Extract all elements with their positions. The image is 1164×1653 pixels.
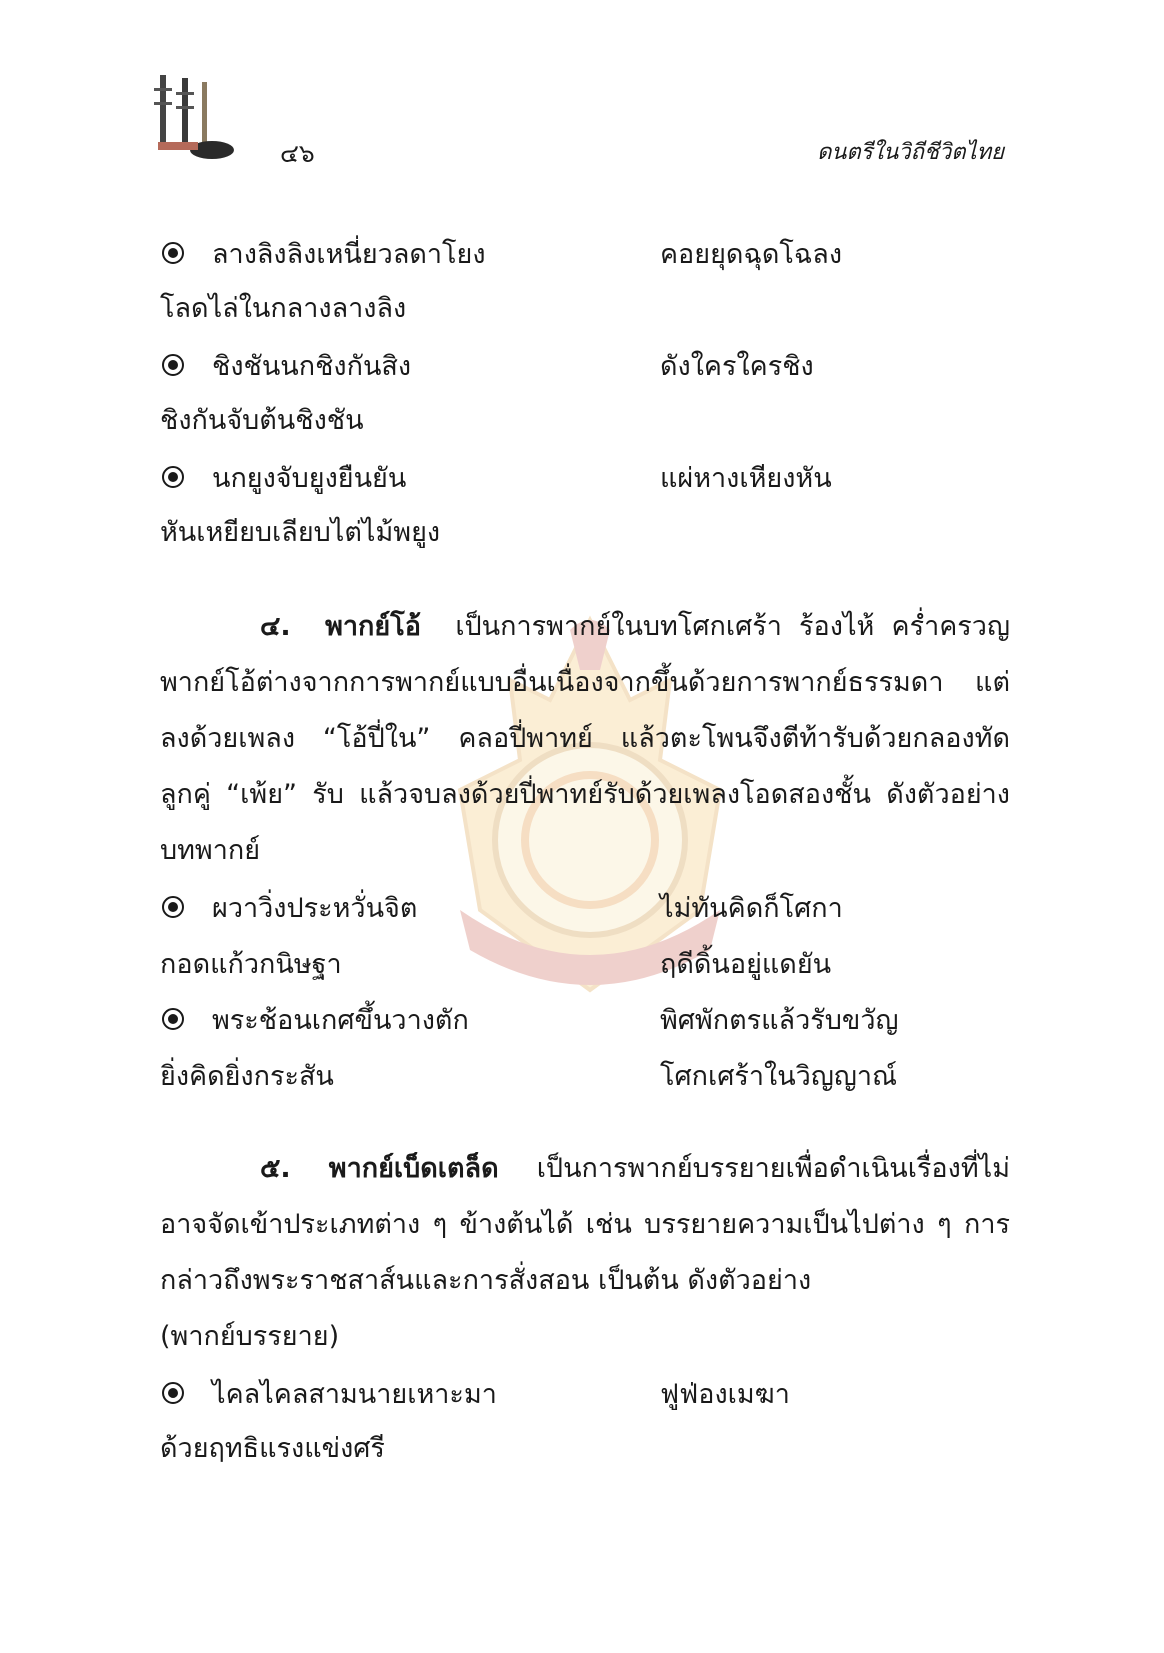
page-header [0,0,1164,190]
verse-tail: ชิงกันจับต้นชิงชัน [160,405,364,436]
verse-tail-left: ยิ่งคิดยิ่งกระสัน [160,1060,334,1092]
verse-line [160,1047,1010,1103]
verse-tail-right: โศกเศร้าในวิญญาณ์ [660,1060,898,1092]
radio-bullet-icon [162,1382,184,1404]
verse-left: ชิงชันนกชิงกันสิง [212,350,412,382]
verse-line [160,449,1010,505]
verse-right: คอยยุดฉุดโฉลง [660,238,842,270]
verse-right: พิศพักตรแล้วรับขวัญ [660,1004,899,1036]
section-5-paragraph [160,1141,1010,1309]
running-title: ดนตรีในวิถีชีวิตไทย [817,140,1004,165]
section-heading: พากย์เบ็ดเตล็ด [328,1153,499,1184]
section-4-paragraph [160,599,1010,879]
verse-tail-right: ฤดีดิ้นอยู่แดยัน [660,948,832,980]
verse-left: ลางลิงลิงเหนี่ยวลดาโยง [212,238,486,270]
verse-right: ไม่ทันคิดก็โศกา [660,892,843,924]
verse-right: ฟูฟ่องเมฆา [660,1378,790,1410]
section-text: เป็นการพากย์ในบทโศกเศร้า ร้องไห้ คร่ำครวญ พากย์โอ้ต่างจากการพากย์แบบอื่นเนื่องจากขึ้นด้วยการพากย์ธรรมดา แต่ลงด้วยเพลง “โอ้ปี่ใน” คลอปี่พาทย์ แล้วตะโพนจึงตีท้ารับด้วยกลองทัด ลูกคู่ “เพ้ย” รับ แล้วจบลงด้วยปี่พาทย์รับด้วยเพลงโอดสองชั้น ดังตัวอย่างบทพากย์ [160,611,1010,866]
verse-tail-left: กอดแก้วกนิษฐา [160,948,342,980]
verse-block [160,225,1010,561]
verse-left: ไคลไคลสามนายเหาะมา [212,1378,497,1410]
section-number: ๔. [260,611,291,642]
radio-bullet-icon [162,354,184,376]
verse-tail: หันเหยียบเลียบไต่ไม้พยูง [160,517,441,548]
verse-tail: ด้วยฤทธิแรงแข่งศรี [160,1433,385,1464]
verse-line [160,879,1010,935]
verse-tail: โลดไล่ในกลางลางลิง [160,293,407,324]
verse-line [160,935,1010,991]
verse-line [160,1365,1010,1421]
section-subnote: (พากย์บรรยาย) [160,1321,340,1352]
verse-right: ดังใครใครชิง [660,350,814,382]
verse-block [160,879,1010,1103]
section-heading: พากย์โอ้ [325,611,421,642]
verse-left: พระช้อนเกศขึ้นวางตัก [212,1004,469,1036]
verse-line [160,337,1010,393]
verse-left: นกยูงจับยูงยืนยัน [212,462,407,494]
section-number: ๕. [260,1153,291,1184]
radio-bullet-icon [162,242,184,264]
musical-instrument-logo-icon [150,70,250,170]
radio-bullet-icon [162,896,184,918]
verse-line [160,991,1010,1047]
section-text: เป็นการพากย์บรรยายเพื่อดำเนินเรื่องที่ไม่อาจจัดเข้าประเภทต่าง ๆ ข้างต้นได้ เช่น บรรยายความเป็นไปต่าง ๆ การกล่าวถึงพระราชสาส์นและการสั่งสอน เป็นต้น ดังตัวอย่าง [160,1153,1010,1296]
page-body [160,225,1010,1477]
verse-block [160,1365,1010,1477]
verse-left: ผวาวิ่งประหวั่นจิต [212,892,418,924]
radio-bullet-icon [162,466,184,488]
verse-right: แผ่หางเหียงหัน [660,462,832,494]
verse-line [160,225,1010,281]
radio-bullet-icon [162,1008,184,1030]
page-number: ๔๖ [280,139,315,168]
